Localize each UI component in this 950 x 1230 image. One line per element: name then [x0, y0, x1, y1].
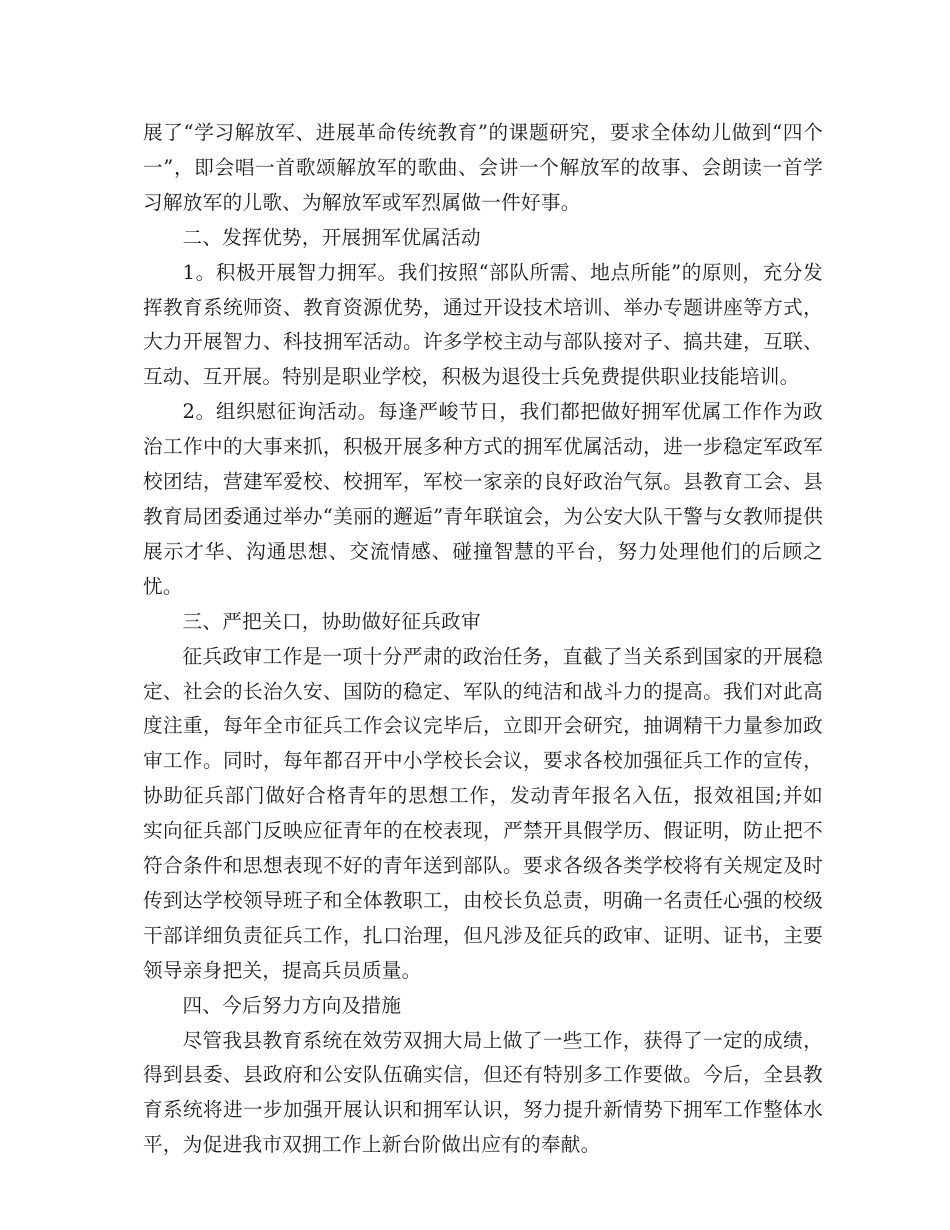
- section-heading-4: 四、今后努力方向及措施: [182, 993, 402, 1017]
- paragraph-condolence-activities: 2。组织慰征询活动。每逢严峻节日，我们都把做好拥军优属工作作为政治工作中的大事来抓，积极开展多种方式的拥军优属活动，进一步稳定军政军校团结，营建军爱校、校拥军，军校一家亲的良好政治气氛。县教育工会、县教育局团委通过举办“美丽的邂逅”青年联谊会，为公安大队干警与女教师提供展示才华、沟通思想、交流情感、碰撞智慧的平台，努力处理他们的后顾之忧。: [143, 400, 823, 598]
- paragraph-future-direction: 尽管我县教育系统在效劳双拥大局上做了一些工作，获得了一定的成绩，得到县委、县政府和公安队伍确实信，但还有特别多工作要做。今后，全县教育系统将进一步加强开展认识和拥军认识，努力提升新情势下拥军工作整体水平，为促进我市双拥工作上新台阶做出应有的奉献。: [143, 1028, 823, 1157]
- paragraph-intellectual-support: 1。积极开展智力拥军。我们按照“部队所需、地点所能”的原则，充分发挥教育系统师资、教育资源优势，通过开设技术培训、举办专题讲座等方式，大力开展智力、科技拥军活动。许多学校主动与部队接对子、搞共建，互联、互动、互开展。特别是职业学校，积极为退役士兵免费提供职业技能培训。: [143, 260, 823, 389]
- section-heading-2: 二、发挥优势，开展拥军优属活动: [182, 225, 481, 249]
- paragraph-continued-kindergarten: 展了“学习解放军、进展革命传统教育”的课题研究，要求全体幼儿做到“四个一”，即会唱一首歌颂解放军的歌曲、会讲一个解放军的故事、会朗读一首学习解放军的儿歌、为解放军或军烈属做一件好事。: [143, 121, 823, 214]
- section-heading-3: 三、严把关口，协助做好征兵政审: [182, 609, 481, 633]
- document-body: [143, 116, 823, 1163]
- paragraph-conscription-review: 征兵政审工作是一项十分严肃的政治任务，直截了当关系到国家的开展稳定、社会的长治久安、国防的稳定、军队的纯洁和战斗力的提高。我们对此高度注重，每年全市征兵工作会议完毕后，立即开会研究，抽调精干力量参加政审工作。同时，每年都召开中小学校长会议，要求各校加强征兵工作的宣传，协助征兵部门做好合格青年的思想工作，发动青年报名入伍，报效祖国;并如实向征兵部门反映应征青年的在校表现，严禁开具假学历、假证明，防止把不符合条件和思想表现不好的青年送到部队。要求各级各类学校将有关规定及时传到达学校领导班子和全体教职工，由校长负总责，明确一名责任心强的校级干部详细负责征兵工作，扎口治理，但凡涉及征兵的政审、证明、证书，主要领导亲身把关，提高兵员质量。: [143, 644, 823, 982]
